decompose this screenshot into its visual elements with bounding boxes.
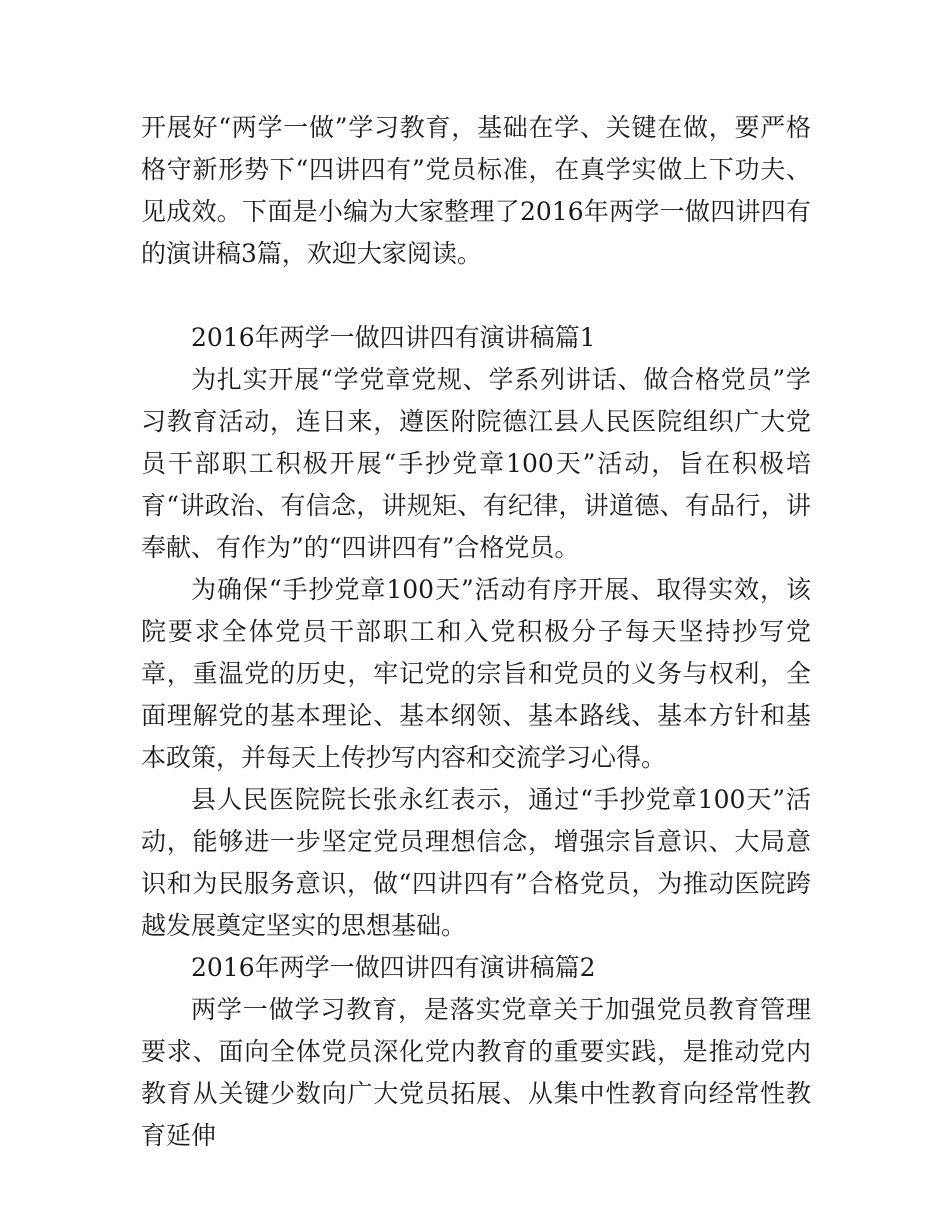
section-2-heading: 2016年两学一做四讲四有演讲稿篇2 bbox=[191, 953, 596, 982]
document-body bbox=[141, 107, 811, 1157]
intro-paragraph: 开展好“两学一做”学习教育，基础在学、关键在做，要严格格守新形势下“四讲四有”党员标准，在真学实做上下功夫、见成效。下面是小编为大家整理了2016年两学一做四讲四有的演讲稿3篇，欢迎大家阅读。 bbox=[141, 113, 811, 268]
section-1-paragraph-1: 为扎实开展“学党章党规、学系列讲话、做合格党员”学习教育活动，连日来，遵医附院德江县人民医院组织广大党员干部职工积极开展“手抄党章100天”活动，旨在积极培育“讲政治、有信念，讲规矩、有纪律，讲道德、有品行，讲奉献、有作为”的“四讲四有”合格党员。 bbox=[141, 365, 811, 562]
section-1-heading: 2016年两学一做四讲四有演讲稿篇1 bbox=[191, 323, 596, 352]
section-2-paragraph-1: 两学一做学习教育，是落实党章关于加强党员教育管理要求、面向全体党员深化党内教育的重要实践，是推动党内教育从关键少数向广大党员拓展、从集中性教育向经常性教育延伸 bbox=[141, 995, 811, 1150]
section-1-paragraph-3: 县人民医院院长张永红表示，通过“手抄党章100天”活动，能够进一步坚定党员理想信念，增强宗旨意识、大局意识和为民服务意识，做“四讲四有”合格党员，为推动医院跨越发展奠定坚实的思想基础。 bbox=[141, 785, 811, 940]
section-1-paragraph-2: 为确保“手抄党章100天”活动有序开展、取得实效，该院要求全体党员干部职工和入党积极分子每天坚持抄写党章，重温党的历史，牢记党的宗旨和党员的义务与权利，全面理解党的基本理论、基本纲领、基本路线、基本方针和基本政策，并每天上传抄写内容和交流学习心得。 bbox=[141, 575, 811, 772]
